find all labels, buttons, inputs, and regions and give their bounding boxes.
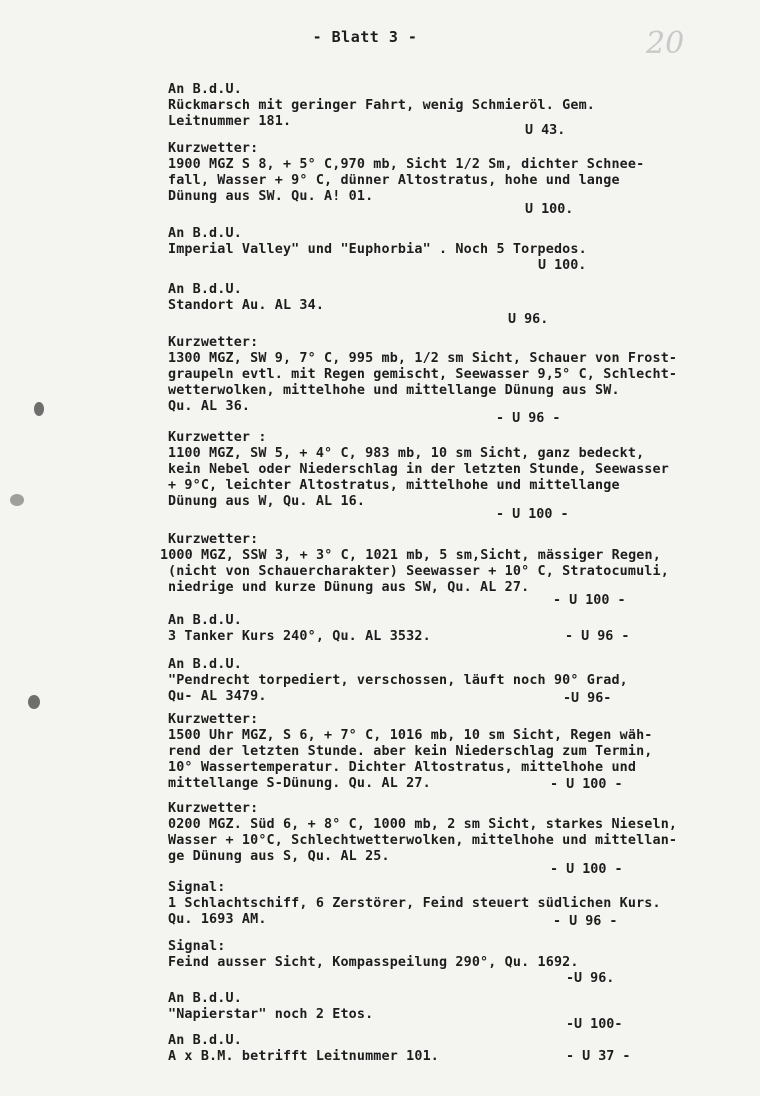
entry-line: niedrige und kurze Dünung aus SW, Qu. AL 27. (168, 580, 530, 595)
sender-signature: -U 96- (563, 691, 612, 706)
sender-signature: U 96. (508, 312, 549, 327)
entry-line: Qu. 1693 AM. (168, 912, 267, 927)
entry-line: Dünung aus W, Qu. AL 16. (168, 494, 366, 509)
entry-line: Kurzwetter: (168, 141, 259, 156)
entry-line: Signal: (168, 880, 226, 895)
entry-line: "Napierstar" noch 2 Etos. (168, 1007, 374, 1022)
scan-artifact (28, 695, 40, 709)
entry-line: Rückmarsch mit geringer Fahrt, wenig Schmieröl. Gem. (168, 98, 596, 113)
message-entry (168, 335, 728, 415)
entry-line: An B.d.U. (168, 991, 242, 1006)
message-entry (168, 712, 728, 792)
message-entry (168, 282, 728, 314)
message-entry (168, 801, 728, 865)
entry-line: kein Nebel oder Niederschlag in der letzten Stunde, Seewasser (168, 462, 669, 477)
entry-line: An B.d.U. (168, 613, 242, 628)
sender-signature: - U 100 - (550, 777, 623, 792)
message-entry (168, 657, 728, 705)
entry-line: fall, Wasser + 9° C, dünner Altostratus, hohe und lange (168, 173, 620, 188)
entry-line: wetterwolken, mittelhohe und mittellange Dünung aus SW. (168, 383, 620, 398)
entry-line: Kurzwetter: (168, 801, 259, 816)
pencil-annotation: 20 (646, 26, 685, 61)
sender-signature: - U 100 - (553, 593, 626, 608)
entry-line: 1100 MGZ, SW 5, + 4° C, 983 mb, 10 sm Sicht, ganz bedeckt, (168, 446, 645, 461)
entry-line: An B.d.U. (168, 1033, 242, 1048)
entry-line: 1900 MGZ S 8, + 5° C,970 mb, Sicht 1/2 Sm, dichter Schnee- (168, 157, 645, 172)
message-entry (168, 991, 728, 1023)
entry-line: ge Dünung aus S, Qu. AL 25. (168, 849, 390, 864)
entry-line: Kurzwetter: (168, 712, 259, 727)
entry-line: Feind ausser Sicht, Kompasspeilung 290°, Qu. 1692. (168, 955, 579, 970)
entry-line: Signal: (168, 939, 226, 954)
entry-line: "Pendrecht torpediert, verschossen, läuft noch 90° Grad, (168, 673, 628, 688)
message-entry (168, 939, 728, 971)
entry-line: 1 Schlachtschiff, 6 Zerstörer, Feind steuert südlichen Kurs. (168, 896, 661, 911)
entry-line: Leitnummer 181. (168, 114, 292, 129)
sender-signature: -U 100- (566, 1017, 623, 1032)
message-entry (168, 226, 728, 258)
entry-line: 1500 Uhr MGZ, S 6, + 7° C, 1016 mb, 10 sm Sicht, Regen wäh- (168, 728, 653, 743)
scan-artifact (10, 494, 24, 506)
message-entry (160, 532, 720, 596)
entry-line: A x B.M. betrifft Leitnummer 101. (168, 1049, 439, 1064)
entry-line: mittellange S-Dünung. Qu. AL 27. (168, 776, 431, 791)
sender-signature: -U 96. (566, 971, 615, 986)
entry-line: 1000 MGZ, SSW 3, + 3° C, 1021 mb, 5 sm,Sicht, mässiger Regen, (160, 548, 661, 563)
entry-line: (nicht von Schauercharakter) Seewasser + 10° C, Stratocumuli, (168, 564, 669, 579)
entry-line: 10° Wassertemperatur. Dichter Altostratus, mittelhohe und (168, 760, 637, 775)
entry-line: Wasser + 10°C, Schlechtwetterwolken, mittelhohe und mittellan- (168, 833, 678, 848)
sender-signature: - U 100 - (496, 507, 569, 522)
sender-signature: - U 100 - (550, 862, 623, 877)
sender-signature: - U 96 - (565, 629, 630, 644)
entry-line: An B.d.U. (168, 657, 242, 672)
entry-line: Qu. AL 36. (168, 399, 251, 414)
message-entry (168, 1033, 728, 1065)
entry-line: Kurzwetter: (168, 335, 259, 350)
sender-signature: U 43. (525, 123, 566, 138)
entry-line: An B.d.U. (168, 282, 242, 297)
entry-line: 1300 MGZ, SW 9, 7° C, 995 mb, 1/2 sm Sicht, Schauer von Frost- (168, 351, 678, 366)
entry-line: 3 Tanker Kurs 240°, Qu. AL 3532. (168, 629, 431, 644)
message-entry (168, 880, 728, 928)
entry-line: 0200 MGZ. Süd 6, + 8° C, 1000 mb, 2 sm Sicht, starkes Nieseln, (168, 817, 678, 832)
entry-line: Standort Au. AL 34. (168, 298, 325, 313)
sender-signature: - U 96 - (496, 411, 561, 426)
scan-artifact (34, 402, 44, 416)
entry-line: Kurzwetter: (168, 532, 259, 547)
sender-signature: - U 37 - (566, 1049, 631, 1064)
message-entry (168, 430, 728, 510)
entry-line: + 9°C, leichter Altostratus, mittelhohe und mittellange (168, 478, 620, 493)
entry-line: Imperial Valley" und "Euphorbia" . Noch 5 Torpedos. (168, 242, 587, 257)
entry-line: An B.d.U. (168, 82, 242, 97)
sender-signature: U 100. (525, 202, 574, 217)
sender-signature: - U 96 - (553, 914, 618, 929)
message-entry (168, 82, 728, 130)
entry-line: graupeln evtl. mit Regen gemischt, Seewasser 9,5° C, Schlecht- (168, 367, 678, 382)
message-entry (168, 613, 728, 645)
page-title: - Blatt 3 - (312, 28, 418, 46)
entry-line: Qu- AL 3479. (168, 689, 267, 704)
sender-signature: U 100. (538, 258, 587, 273)
entry-line: Kurzwetter : (168, 430, 267, 445)
entry-line: rend der letzten Stunde. aber kein Niederschlag zum Termin, (168, 744, 653, 759)
entry-line: An B.d.U. (168, 226, 242, 241)
message-entry (168, 141, 728, 205)
entry-line: Dünung aus SW. Qu. A! 01. (168, 189, 374, 204)
